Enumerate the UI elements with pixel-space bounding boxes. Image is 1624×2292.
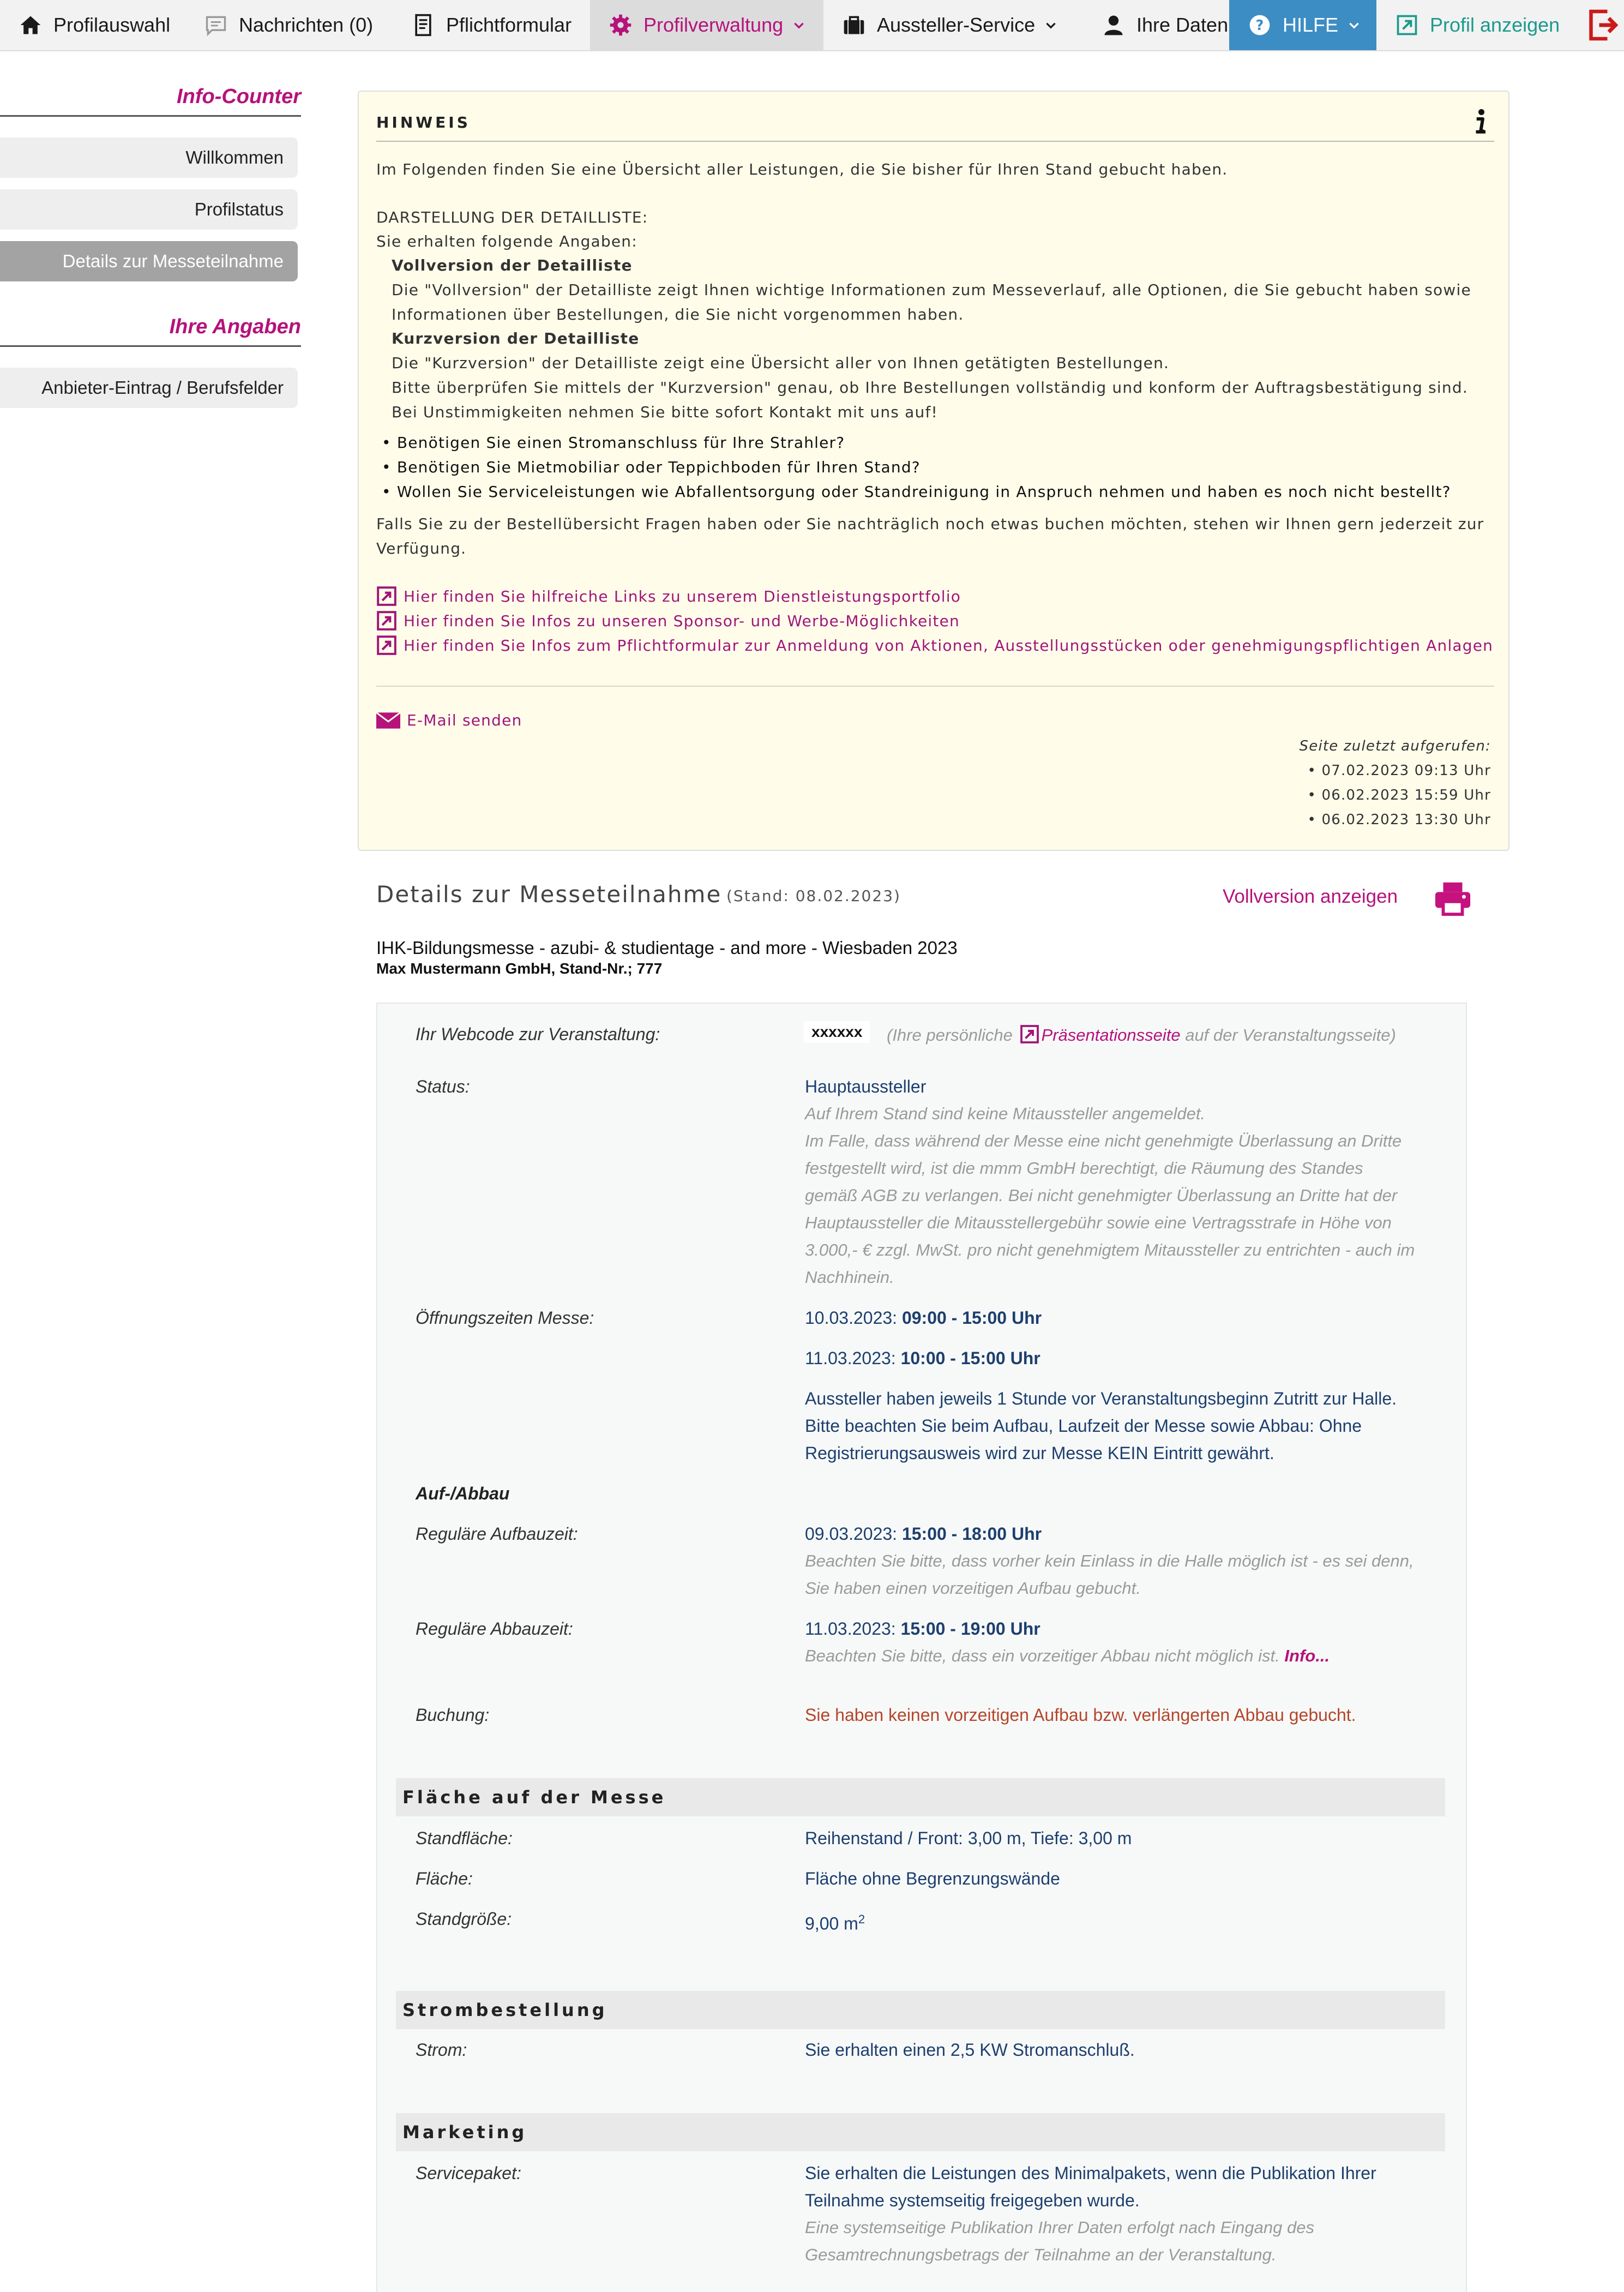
webcode-note-post: auf der Veranstaltungsseite) bbox=[1185, 1025, 1396, 1045]
hint-bullet-item: • Wollen Sie Serviceleistungen wie Abfallentsorgung oder Standreinigung in Anspruch nehmen und haben es noch nicht bestellt? bbox=[382, 483, 1451, 501]
logout-icon bbox=[1587, 7, 1620, 43]
company-stand: Max Mustermann GmbH, Stand-Nr.; 777 bbox=[376, 960, 663, 977]
status-note: 3.000,- € zzgl. MwSt. pro nicht genehmigtem Mitaussteller zu entrichten - auch im bbox=[805, 1240, 1415, 1259]
buchung-label: Buchung: bbox=[416, 1705, 490, 1725]
details-stand: (Stand: 08.02.2023) bbox=[726, 887, 901, 905]
external-page-icon bbox=[1395, 13, 1419, 37]
hint-bullet-text: Benötigen Sie Mietmobiliar oder Teppichboden für Ihren Stand? bbox=[396, 458, 921, 476]
section-strom: Strombestellung bbox=[396, 1991, 1445, 2029]
chevron-down-icon bbox=[1044, 18, 1058, 32]
nav-ihre-daten-label: Ihre Daten bbox=[1136, 14, 1229, 36]
abbau-label: Reguläre Abbauzeit: bbox=[416, 1619, 573, 1639]
servicepaket-label: Servicepaket: bbox=[416, 2163, 521, 2183]
vollversion-link[interactable]: Vollversion anzeigen bbox=[1223, 886, 1398, 907]
status-note: gemäß AGB zu verlangen. Bei nicht genehmigter Überlassung an Dritte hat der bbox=[805, 1186, 1398, 1205]
standflaeche-label: Standfläche: bbox=[416, 1828, 513, 1848]
webcode-value: xxxxxx bbox=[804, 1021, 870, 1043]
hint-fragen-line1: Falls Sie zu der Bestellübersicht Fragen haben oder Sie nachträglich noch etwas buchen möchten, stehen wir Ihnen gern jederzeit zur bbox=[376, 515, 1484, 533]
hint-divider bbox=[376, 686, 1494, 687]
abbau-date: 11.03.2023: bbox=[805, 1619, 896, 1639]
flaeche-label: Fläche: bbox=[416, 1869, 473, 1888]
sidebar-item-profilstatus[interactable]: Profilstatus bbox=[0, 189, 298, 230]
aufbau-label: Reguläre Aufbauzeit: bbox=[416, 1524, 578, 1544]
aufbau-time: 15:00 - 18:00 Uhr bbox=[901, 1524, 1042, 1544]
praesentationsseite-link[interactable]: Präsentationsseite bbox=[1041, 1025, 1181, 1045]
visit-entry: • 06.02.2023 15:59 Uhr bbox=[1307, 787, 1491, 803]
servicepaket-note: Eine systemseitige Publikation Ihrer Daten erfolgt nach Eingang des bbox=[805, 2218, 1314, 2237]
link-label: Hier finden Sie Infos zum Pflichtformular zur Anmeldung von Aktionen, Ausstellungsstücken oder genehmigungspflichtigen Anlagen bbox=[404, 636, 1494, 655]
status-note: Im Falle, dass während der Messe eine nicht genehmigte Überlassung an Dritte bbox=[805, 1131, 1402, 1150]
sidebar-item-details[interactable]: Details zur Messeteilnahme bbox=[0, 241, 298, 281]
link-dienstleistungsportfolio[interactable] bbox=[376, 586, 961, 607]
strom-label: Strom: bbox=[416, 2040, 467, 2060]
hint-voll-line1: Die "Vollversion" der Detailliste zeigt Ihnen wichtige Informationen zum Messeverlauf, alle Optionen, die Sie gebucht haben sowie bbox=[392, 281, 1471, 299]
webcode-label: Ihr Webcode zur Veranstaltung: bbox=[416, 1024, 660, 1044]
standgroesse-label: Standgröße: bbox=[416, 1909, 512, 1929]
abbau-info-link[interactable]: Info... bbox=[1284, 1646, 1330, 1665]
oeffnung-info: Registrierungsausweis wird zur Messe KEIN Eintritt gewährt. bbox=[805, 1443, 1274, 1463]
oeffnung-time: 10:00 - 15:00 Uhr bbox=[900, 1348, 1040, 1368]
chevron-down-icon bbox=[792, 18, 806, 32]
oeffnung-info: Bitte beachten Sie beim Aufbau, Laufzeit der Messe sowie Abbau: Ohne bbox=[805, 1416, 1362, 1436]
sidebar-heading-info-counter: Info-Counter bbox=[0, 85, 301, 117]
external-link-icon bbox=[376, 635, 397, 656]
hint-kurz-line1: Die "Kurzversion" der Detailliste zeigt eine Übersicht aller von Ihnen getätigten Bestellungen. bbox=[392, 354, 1170, 372]
nav-nachrichten-label: Nachrichten (0) bbox=[239, 14, 374, 36]
document-icon bbox=[411, 13, 435, 37]
nav-pflichtformular[interactable] bbox=[393, 0, 590, 50]
print-icon[interactable] bbox=[1433, 879, 1472, 917]
hint-kurz-line3: Bei Unstimmigkeiten nehmen Sie bitte sofort Kontakt mit uns auf! bbox=[392, 403, 938, 421]
status-label: Status: bbox=[416, 1077, 470, 1096]
briefcase-icon bbox=[842, 13, 866, 37]
status-note: Hauptaussteller die Mitausstellergebühr sowie eine Vertragsstrafe in Höhe von bbox=[805, 1213, 1392, 1232]
sidebar-item-willkommen[interactable]: Willkommen bbox=[0, 137, 298, 178]
hint-fragen-line2: Verfügung. bbox=[376, 539, 467, 557]
nav-pflichtformular-label: Pflichtformular bbox=[446, 14, 572, 36]
buchung-value: Sie haben keinen vorzeitigen Aufbau bzw. verlängerten Abbau gebucht. bbox=[805, 1705, 1356, 1725]
svg-text:?: ? bbox=[1255, 17, 1264, 34]
sidebar-item-anbieter-eintrag[interactable]: Anbieter-Eintrag / Berufsfelder bbox=[0, 368, 298, 408]
aufbau-date: 09.03.2023: bbox=[805, 1524, 898, 1544]
hint-divider bbox=[376, 141, 1494, 142]
oeffnungszeit-1 bbox=[805, 1308, 1042, 1328]
nav-profil-anzeigen[interactable] bbox=[1376, 0, 1580, 50]
link-label: Hier finden Sie hilfreiche Links zu unserem Dienstleistungsportfolio bbox=[404, 587, 961, 605]
link-label: Hier finden Sie Infos zu unseren Sponsor- und Werbe-Möglichkeiten bbox=[404, 611, 960, 630]
flaeche-value: Fläche ohne Begrenzungswände bbox=[805, 1869, 1060, 1888]
abbau-value bbox=[805, 1619, 1040, 1639]
logout-button[interactable] bbox=[1580, 0, 1624, 50]
abbau-note-text: Beachten Sie bitte, dass ein vorzeitiger Abbau nicht möglich ist. bbox=[805, 1646, 1280, 1665]
oeffnungszeit-2 bbox=[805, 1348, 1040, 1369]
standflaeche-value: Reihenstand / Front: 3,00 m, Tiefe: 3,00 m bbox=[805, 1828, 1132, 1848]
gear-icon bbox=[609, 13, 633, 37]
oeffnung-date: 11.03.2023: bbox=[805, 1348, 896, 1368]
status-note: Nachhinein. bbox=[805, 1268, 894, 1287]
aufbau-note: Sie haben einen vorzeitigen Aufbau gebucht. bbox=[805, 1579, 1141, 1598]
nav-profil-anzeigen-label: Profil anzeigen bbox=[1430, 14, 1560, 36]
oeffnung-time: 09:00 - 15:00 Uhr bbox=[901, 1308, 1042, 1328]
oeffnung-date: 10.03.2023: bbox=[805, 1308, 898, 1328]
hint-title: HINWEIS bbox=[376, 113, 471, 131]
visit-entry: • 07.02.2023 09:13 Uhr bbox=[1307, 763, 1491, 779]
email-send-link[interactable] bbox=[376, 711, 522, 729]
nav-hilfe[interactable] bbox=[1229, 0, 1376, 50]
aufabbau-heading: Auf-/Abbau bbox=[416, 1484, 510, 1503]
section-flaeche: Fläche auf der Messe bbox=[396, 1778, 1445, 1816]
servicepaket-value: Teilnahme systemseitig freigegeben wurde. bbox=[805, 2191, 1140, 2210]
event-name: IHK-Bildungsmesse - azubi- & studientage - and more - Wiesbaden 2023 bbox=[376, 938, 958, 958]
standgroesse-number: 9,00 m bbox=[805, 1913, 858, 1934]
oeffnungszeiten-label: Öffnungszeiten Messe: bbox=[416, 1308, 594, 1328]
webcode-note bbox=[887, 1024, 1396, 1045]
chevron-down-icon bbox=[1347, 18, 1361, 32]
nav-ihre-daten[interactable] bbox=[1083, 0, 1229, 50]
servicepaket-value: Sie erhalten die Leistungen des Minimalpakets, wenn die Publikation Ihrer bbox=[805, 2163, 1376, 2183]
top-navigation bbox=[0, 0, 1624, 51]
nav-hilfe-label: HILFE bbox=[1283, 14, 1339, 36]
info-icon[interactable] bbox=[1470, 108, 1490, 135]
aufbau-note: Beachten Sie bitte, dass vorher kein Einlass in die Halle möglich ist - es sei denn, bbox=[805, 1551, 1414, 1570]
status-value: Hauptaussteller bbox=[805, 1077, 927, 1096]
hint-kurz-title: Kurzversion der Detailliste bbox=[392, 329, 640, 347]
link-pflichtformular[interactable] bbox=[376, 635, 1493, 656]
visit-entry: • 06.02.2023 13:30 Uhr bbox=[1307, 812, 1491, 828]
hint-voll-title: Vollversion der Detailliste bbox=[392, 256, 633, 274]
standgroesse-unit-sup: 2 bbox=[858, 1912, 865, 1926]
hint-bullet-text: Benötigen Sie einen Stromanschluss für Ihre Strahler? bbox=[396, 434, 845, 452]
nav-profilauswahl[interactable] bbox=[0, 0, 185, 50]
hint-box bbox=[358, 91, 1509, 851]
user-icon bbox=[1102, 13, 1126, 37]
hint-intro: Im Folgenden finden Sie eine Übersicht aller Leistungen, die Sie bisher für Ihren Stand gebucht haben. bbox=[376, 160, 1228, 178]
abbau-time: 15:00 - 19:00 Uhr bbox=[900, 1619, 1040, 1639]
link-sponsor-werbe[interactable] bbox=[376, 610, 960, 631]
hint-bullet-text: Wollen Sie Serviceleistungen wie Abfallentsorgung oder Standreinigung in Anspruch nehmen und haben es noch nicht bestellt? bbox=[396, 483, 1451, 501]
hint-angaben: Sie erhalten folgende Angaben: bbox=[376, 232, 637, 250]
envelope-icon bbox=[376, 712, 400, 729]
hint-bullet-item: • Benötigen Sie Mietmobiliar oder Teppichboden für Ihren Stand? bbox=[382, 458, 921, 476]
standgroesse-value bbox=[805, 1912, 865, 1934]
nav-profilverwaltung[interactable] bbox=[590, 0, 823, 50]
oeffnung-info: Aussteller haben jeweils 1 Stunde vor Veranstaltungsbeginn Zutritt zur Halle. bbox=[805, 1389, 1397, 1408]
webcode-note-pre: (Ihre persönliche bbox=[887, 1025, 1013, 1045]
nav-aussteller-service-label: Aussteller-Service bbox=[877, 14, 1036, 36]
hint-bullet-item: • Benötigen Sie einen Stromanschluss für Ihre Strahler? bbox=[382, 434, 845, 452]
hint-voll-line2: Informationen über Bestellungen, die Sie nicht vorgenommen haben. bbox=[392, 305, 964, 323]
details-title: Details zur Messeteilnahme bbox=[376, 881, 722, 908]
nav-profilverwaltung-label: Profilverwaltung bbox=[643, 14, 784, 36]
external-link-icon bbox=[376, 610, 397, 631]
aufbau-value bbox=[805, 1524, 1042, 1544]
section-marketing: Marketing bbox=[396, 2113, 1445, 2151]
nav-aussteller-service[interactable] bbox=[823, 0, 1083, 50]
nav-profilauswahl-label: Profilauswahl bbox=[53, 14, 171, 36]
help-icon bbox=[1248, 13, 1272, 37]
sidebar-heading-ihre-angaben: Ihre Angaben bbox=[0, 315, 301, 347]
home-icon bbox=[19, 13, 43, 37]
hint-darstellung: DARSTELLUNG DER DETAILLISTE: bbox=[376, 208, 648, 226]
external-link-icon bbox=[1020, 1024, 1039, 1044]
last-visited-label: Seite zuletzt aufgerufen: bbox=[1299, 738, 1491, 754]
nav-nachrichten[interactable] bbox=[185, 0, 393, 50]
abbau-note bbox=[805, 1646, 1330, 1666]
servicepaket-note: Gesamtrechnungsbetrags der Teilnahme an der Veranstaltung. bbox=[805, 2245, 1277, 2264]
external-link-icon bbox=[376, 586, 397, 607]
status-note: Auf Ihrem Stand sind keine Mitaussteller angemeldet. bbox=[805, 1104, 1206, 1123]
status-note: festgestellt wird, ist die mmm GmbH berechtigt, die Räumung des Standes bbox=[805, 1159, 1363, 1178]
hint-kurz-line2: Bitte überprüfen Sie mittels der "Kurzversion" genau, ob Ihre Bestellungen vollständig und konform der Auftragsbestätigung sind. bbox=[392, 379, 1468, 397]
message-icon bbox=[204, 13, 228, 37]
strom-value: Sie erhalten einen 2,5 KW Stromanschluß. bbox=[805, 2040, 1135, 2060]
email-send-label: E-Mail senden bbox=[407, 711, 522, 729]
